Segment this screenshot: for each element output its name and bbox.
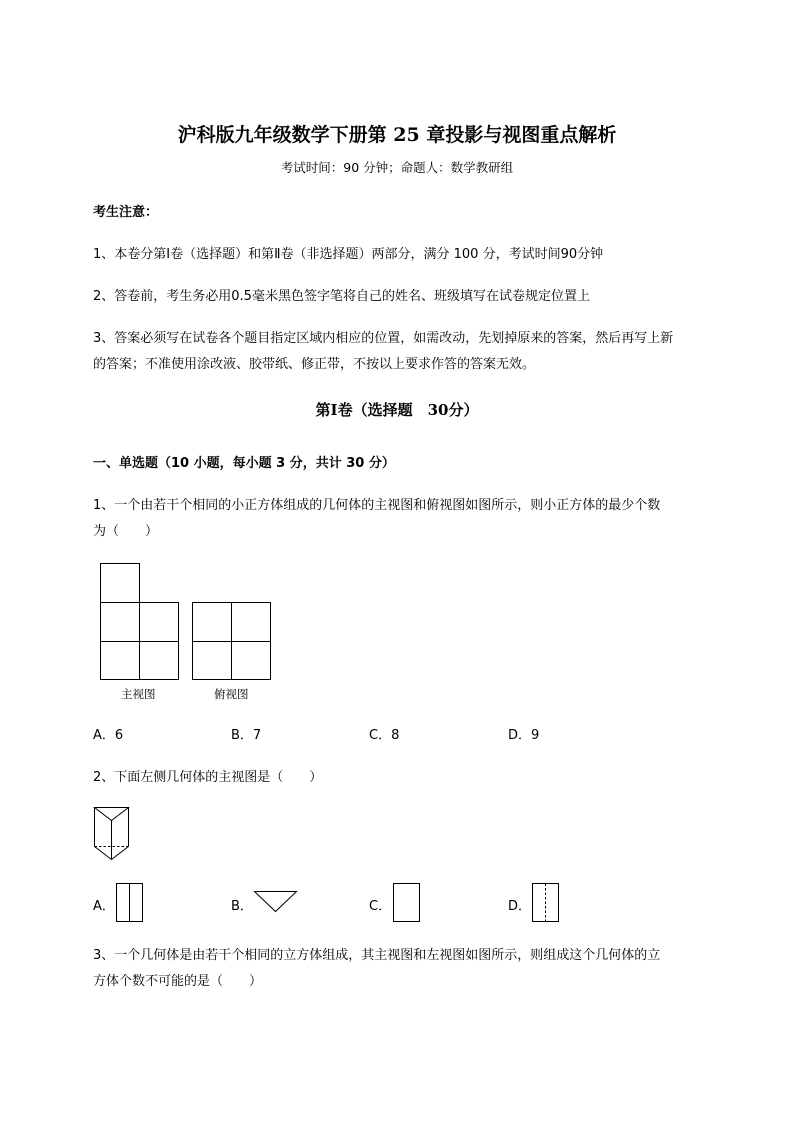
option-d-figure bbox=[531, 882, 561, 924]
q1-figure bbox=[95, 560, 275, 685]
triangular-prism-figure bbox=[92, 805, 132, 861]
question-3-text: 3、一个几何体是由若干个相同的立方体组成，其主视图和左视图如图所示，则组成这个几何体的立 bbox=[93, 948, 661, 963]
option-c[interactable]: C．8 bbox=[369, 728, 400, 743]
top-view-label: 俯视图 bbox=[214, 687, 249, 701]
section-title: 第Ⅰ卷（选择题 30分） bbox=[315, 401, 479, 419]
option-b[interactable]: B． bbox=[231, 899, 253, 914]
option-b-figure bbox=[253, 890, 299, 914]
option-d[interactable]: D． bbox=[508, 899, 532, 914]
option-a-figure bbox=[116, 882, 146, 924]
question-2-text: 2、下面左侧几何体的主视图是（ ） bbox=[93, 770, 323, 785]
notice-item: 2、答卷前，考生务必用0.5毫米黑色签字笔将自己的姓名、班级填写在试卷规定位置上 bbox=[93, 289, 590, 304]
option-a[interactable]: A．6 bbox=[93, 728, 124, 743]
notice-item: 1、本卷分第Ⅰ卷（选择题）和第Ⅱ卷（非选择题）两部分，满分 100 分，考试时间90分钟 bbox=[93, 247, 604, 262]
question-3-text-cont: 方体个数不可能的是（ ） bbox=[93, 974, 263, 989]
front-view-label: 主视图 bbox=[121, 687, 156, 701]
option-c-figure bbox=[392, 882, 422, 924]
notice-item: 3、答案必须写在试卷各个题目指定区域内相应的位置，如需改动，先划掉原来的答案，然后再写上新 bbox=[93, 331, 674, 346]
notice-item: 的答案；不准使用涂改液、胶带纸、修正带，不按以上要求作答的答案无效。 bbox=[93, 357, 536, 372]
option-b[interactable]: B．7 bbox=[231, 728, 262, 743]
top-view-figure bbox=[193, 603, 271, 680]
page-title: 沪科版九年级数学下册第 25 章投影与视图重点解析 bbox=[177, 124, 617, 146]
front-view-figure bbox=[101, 564, 179, 680]
part-heading: 一、单选题（10 小题，每小题 3 分，共计 30 分） bbox=[93, 456, 395, 471]
option-c[interactable]: C． bbox=[369, 899, 392, 914]
option-d[interactable]: D．9 bbox=[508, 728, 540, 743]
question-1-text: 1、一个由若干个相同的小正方体组成的几何体的主视图和俯视图如图所示，则小正方体的最少个数 bbox=[93, 498, 661, 513]
notice-heading: 考生注意： bbox=[93, 205, 159, 220]
option-a[interactable]: A． bbox=[93, 899, 115, 914]
exam-info: 考试时间：90 分钟；命题人：数学教研组 bbox=[280, 160, 514, 175]
question-1-text-cont: 为（ ） bbox=[93, 524, 159, 539]
